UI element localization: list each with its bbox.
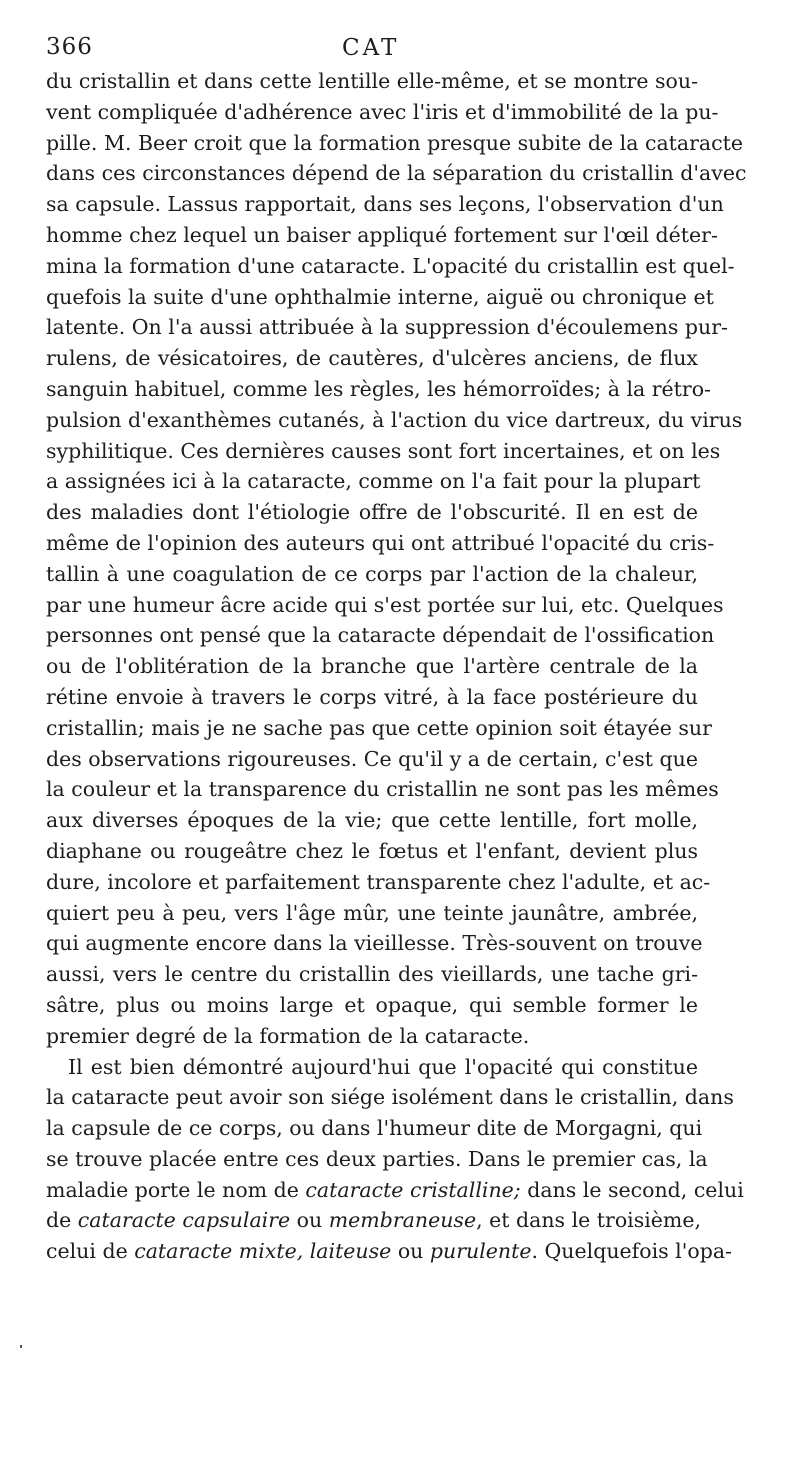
text-line: des maladies dont l'étiologie offre de l'obscurité. Il en est de — [46, 500, 698, 525]
text-line: premier degré de la formation de la cataracte. — [46, 1023, 530, 1048]
text-line: par une humeur âcre acide qui s'est portée sur lui, etc. Quelques — [46, 592, 724, 617]
text-line: la couleur et la transparence du cristallin ne sont pas les mêmes — [46, 777, 719, 802]
text-line: diaphane ou rougeâtre chez le fœtus et l'enfant, devient plus — [46, 838, 698, 863]
text-run: . Quelquefois l'opa- — [531, 1239, 732, 1264]
text-line: quefois la suite d'une ophthalmie interne, aiguë ou chronique et — [46, 284, 714, 309]
text-line: la cataracte peut avoir son siége isolément dans le cristallin, dans — [46, 1085, 734, 1110]
text-line: du cristallin et dans cette lentille elle-même, et se montre sou- — [46, 69, 698, 93]
text-line — [46, 1236, 732, 1267]
text-line: homme chez lequel un baiser appliqué fortement sur l'œil déter- — [46, 222, 718, 247]
text-line: pulsion d'exanthèmes cutanés, à l'action du vice dartreux, du virus — [46, 407, 743, 432]
text-run: , et dans le troisième, — [476, 1208, 702, 1233]
text-line: des observations rigoureuses. Ce qu'il y a de certain, c'est que — [46, 746, 698, 771]
text-line: tallin à une coagulation de ce corps par l'action de la chaleur, — [46, 561, 698, 586]
text-line: quiert peu à peu, vers l'âge mûr, une teinte jaunâtre, ambrée, — [46, 900, 698, 925]
text-line: dure, incolore et parfaitement transparente chez l'adulte, et ac- — [46, 869, 711, 894]
italic-term: cataracte mixte, laiteuse — [134, 1239, 392, 1264]
page-number: 366 — [46, 34, 93, 60]
text-line: cristallin; mais je ne sache pas que cette opinion soit étayée sur — [46, 715, 712, 740]
text-line: rulens, de vésicatoires, de cautères, d'ulcères anciens, de flux — [46, 346, 698, 371]
text-line — [46, 1205, 702, 1236]
text-line: la capsule de ce corps, ou dans l'humeur dite de Morgagni, qui — [46, 1116, 703, 1141]
page-header — [46, 34, 706, 66]
text-run: dans le second, celui — [520, 1177, 744, 1202]
text-line: rétine envoie à travers le corps vitré, à la face postérieure du — [46, 684, 698, 709]
text-line: personnes ont pensé que la cataracte dépendait de l'ossification — [46, 623, 715, 648]
text-line: aux diverses époques de la vie; que cette lentille, fort molle, — [46, 808, 698, 833]
text-line — [46, 1175, 744, 1206]
body-text — [46, 66, 747, 1267]
text-line: ou de l'oblitération de la branche que l'artère centrale de la — [46, 654, 698, 679]
text-line: aussi, vers le centre du cristallin des vieillards, une tache gri- — [46, 962, 698, 987]
text-line: sanguin habituel, comme les règles, les hémorroïdes; à la rétro- — [46, 376, 711, 401]
text-run: celui de — [46, 1239, 135, 1264]
italic-term: membraneuse — [328, 1208, 477, 1233]
text-run: ou — [290, 1208, 329, 1233]
text-line: qui augmente encore dans la vieillesse. Très-souvent on trouve — [46, 931, 703, 956]
margin-speck — [20, 1345, 22, 1348]
text-line: dans ces circonstances dépend de la séparation du cristallin d'avec — [46, 161, 747, 186]
text-line: vent compliquée d'adhérence avec l'iris et d'immobilité de la pu- — [46, 99, 719, 124]
text-line: sâtre, plus ou moins large et opaque, qui semble former le — [46, 992, 698, 1017]
text-line: latente. On l'a aussi attribuée à la suppression d'écoulemens pur- — [46, 315, 728, 340]
text-run: ou — [391, 1239, 430, 1264]
italic-term: cataracte capsulaire — [77, 1208, 291, 1233]
text-line: sa capsule. Lassus rapportait, dans ses leçons, l'observation d'un — [46, 192, 724, 217]
text-line: a assignées ici à la cataracte, comme on l'a fait pour la plupart — [46, 469, 701, 494]
italic-term: cataracte cristalline; — [305, 1177, 521, 1202]
text-line: Il est bien démontré aujourd'hui que l'opacité qui constitue — [68, 1054, 698, 1079]
text-line: syphilitique. Ces dernières causes sont fort incertaines, et on les — [46, 438, 721, 463]
text-line: mina la formation d'une cataracte. L'opacité du cristallin est quel- — [46, 253, 735, 278]
text-run: de — [46, 1208, 78, 1233]
paragraph-1 — [46, 66, 747, 1052]
text-run: maladie porte le nom de — [46, 1177, 306, 1202]
italic-term: purulente — [429, 1239, 532, 1264]
text-line: pille. M. Beer croit que la formation presque subite de la cataracte — [46, 130, 744, 155]
paragraph-2 — [46, 1052, 744, 1268]
running-head: CAT — [342, 35, 400, 61]
text-line: même de l'opinion des auteurs qui ont attribué l'opacité du cris- — [46, 530, 715, 555]
text-line: se trouve placée entre ces deux parties. Dans le premier cas, la — [46, 1146, 708, 1171]
